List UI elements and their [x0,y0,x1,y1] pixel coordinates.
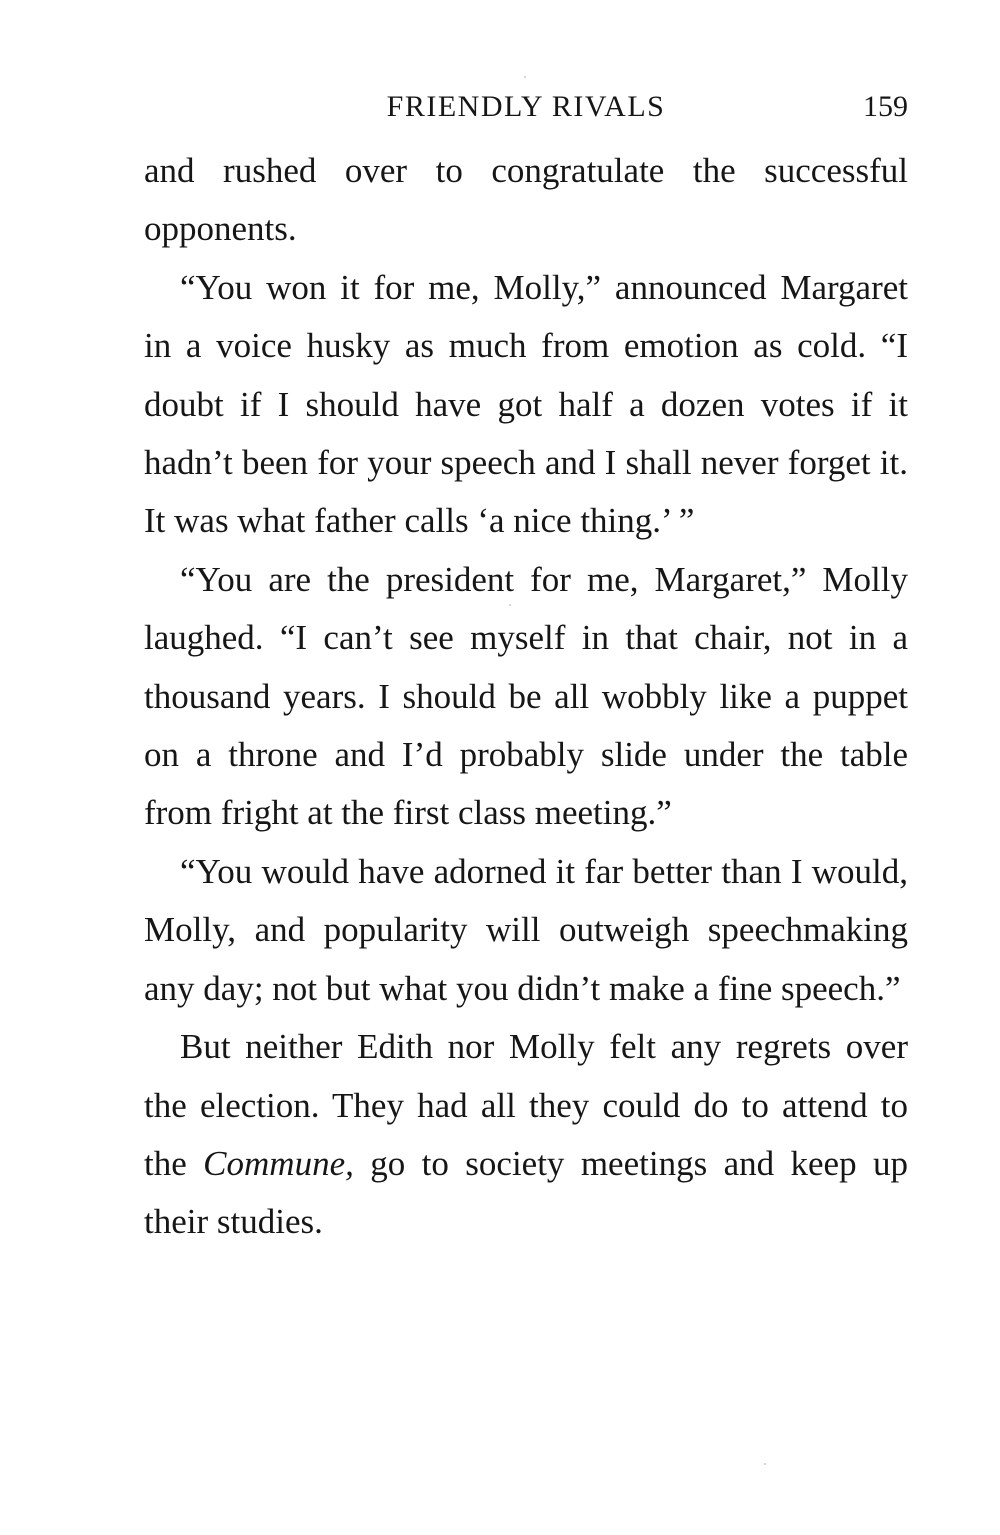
paragraph-election-aftermath [144,1018,908,1252]
running-head [144,82,908,132]
paragraph-margaret-response: “You would have adorned it far better than I would, Molly, and popularity will outweigh speechmaking any day; not but what you didn’t make a fine speech.” [144,851,908,1008]
paragraph-text-before: But neither Edith nor Molly felt any regrets over the election. They had all they could do to attend to the [144,1027,908,1183]
running-title: FRIENDLY RIVALS [386,90,666,123]
paragraph-molly-reply: “You are the president for me, Margaret,” Molly laughed. “I can’t see myself in that chair, not in a thousand years. I should be all wobbly like a puppet on a throne and I’d probably slide under the table from fright at the first class meeting.” [144,559,908,833]
page-number: 159 [863,90,908,123]
scan-speck [509,604,511,606]
paragraph-margaret-thanks: “You won it for me, Molly,” announced Margaret in a voice husky as much from emotion as cold. “I doubt if I should have got half a dozen votes if it hadn’t been for your speech and I shall never forget it. It was what father calls ‘a nice thing.’ ” [144,267,908,541]
body-text [144,142,908,1252]
scan-speck [524,76,526,78]
scan-speck [764,1463,766,1465]
paragraph-continuation: and rushed over to congratulate the successful opponents. [144,151,908,249]
italic-title-commune: Commune, [203,1143,354,1183]
paragraph-text-after: go to society meetings and keep up their studies. [144,1143,908,1242]
